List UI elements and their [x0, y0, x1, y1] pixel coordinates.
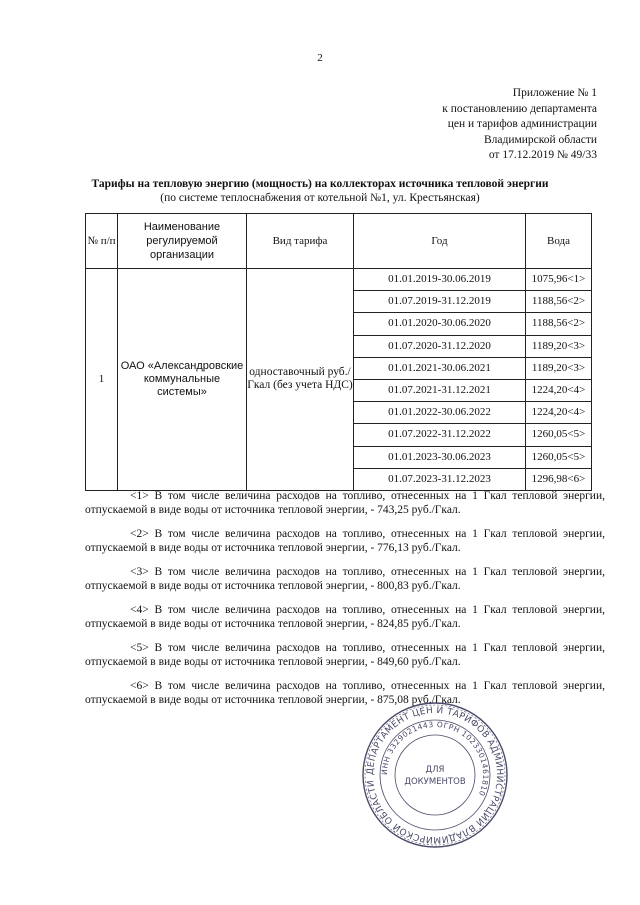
tariffs-table: [85, 213, 592, 491]
footnote: <5> В том числе величина расходов на топливо, отнесенных на 1 Гкал тепловой энергии, отпускаемой в виде воды от источника тепловой энергии, - 849,60 руб./Гкал.: [85, 642, 605, 668]
tariff-type: одноставочный руб./Гкал (без учета НДС): [247, 269, 354, 491]
tariff-value-cell: 1189,20<3>: [526, 357, 592, 379]
footnote: <4> В том числе величина расходов на топливо, отнесенных на 1 Гкал тепловой энергии, отпускаемой в виде воды от источника тепловой энергии, - 824,85 руб./Гкал.: [85, 604, 605, 630]
header-value: Вода: [526, 214, 592, 269]
table-header-row: [86, 214, 592, 269]
footnote: <6> В том числе величина расходов на топливо, отнесенных на 1 Гкал тепловой энергии, отпускаемой в виде воды от источника тепловой энергии, - 875,08 руб./Гкал.: [85, 680, 605, 706]
period-cell: 01.07.2021-31.12.2021: [354, 379, 526, 401]
header-no: № п/п: [86, 214, 118, 269]
period-cell: 01.07.2023-31.12.2023: [354, 468, 526, 490]
tariff-value-cell: 1260,05<5>: [526, 424, 592, 446]
annex-line: Приложение № 1: [512, 87, 597, 99]
stamp-center-line1: ДЛЯ: [425, 765, 445, 775]
annex-line: Владимирской области: [483, 133, 597, 146]
stamp-ring-text: ДЕПАРТАМЕНТ ЦЕН И ТАРИФОВ АДМИНИСТРАЦИИ ВЛАДИМИРСКОЙ ОБЛАСТИ: [365, 705, 505, 845]
footnote: <3> В том числе величина расходов на топливо, отнесенных на 1 Гкал тепловой энергии, отпускаемой в виде воды от источника тепловой энергии, - 800,83 руб./Гкал.: [85, 566, 605, 592]
period-cell: 01.01.2019-30.06.2019: [354, 269, 526, 291]
organization-name: ОАО «Александровские коммунальные системы»: [118, 269, 247, 491]
stamp-inner-text: ИНН 3329021443 ОГРН 1023301461810: [379, 719, 491, 798]
annex-header: [297, 86, 597, 164]
period-cell: 01.07.2019-31.12.2019: [354, 291, 526, 313]
annex-line: от 17.12.2019 № 49/33: [488, 149, 597, 161]
stamp-inner-ring: [395, 735, 475, 815]
document-subtitle: (по системе теплоснабжения от котельной №1, ул. Крестьянская): [160, 192, 480, 204]
tariff-value-cell: 1188,56<2>: [526, 313, 592, 335]
tariff-value-cell: 1224,20<4>: [526, 402, 592, 424]
document-title: Тарифы на тепловую энергию (мощность) на коллекторах источника тепловой энергии: [91, 178, 549, 190]
footnotes: [85, 489, 605, 717]
header-year: Год: [354, 214, 526, 269]
tariff-value-cell: 1189,20<3>: [526, 335, 592, 357]
footnote: <2> В том числе величина расходов на топливо, отнесенных на 1 Гкал тепловой энергии, отпускаемой в виде воды от источника тепловой энергии, - 776,13 руб./Гкал.: [85, 528, 605, 554]
header-tariff-type: Вид тарифа: [247, 214, 354, 269]
stamp-center-line2: ДОКУМЕНТОВ: [404, 777, 466, 787]
header-organization: Наименование регулируемой организации: [118, 214, 247, 269]
tariff-value-cell: 1075,96<1>: [526, 269, 592, 291]
period-cell: 01.01.2023-30.06.2023: [354, 446, 526, 468]
period-cell: 01.07.2022-31.12.2022: [354, 424, 526, 446]
period-cell: 01.01.2022-30.06.2022: [354, 402, 526, 424]
tariff-value-cell: 1188,56<2>: [526, 291, 592, 313]
table-body: [86, 269, 592, 491]
tariff-value-cell: 1224,20<4>: [526, 379, 592, 401]
tariff-value-cell: 1296,98<6>: [526, 468, 592, 490]
annex-line: к постановлению департамента: [442, 102, 597, 115]
period-cell: 01.07.2020-31.12.2020: [354, 335, 526, 357]
row-number: 1: [86, 269, 118, 491]
period-cell: 01.01.2021-30.06.2021: [354, 357, 526, 379]
page-number: 2: [317, 52, 323, 64]
footnote: <1> В том числе величина расходов на топливо, отнесенных на 1 Гкал тепловой энергии, отпускаемой в виде воды от источника тепловой энергии, - 743,25 руб./Гкал.: [85, 490, 605, 516]
table-row: [86, 269, 592, 291]
period-cell: 01.01.2020-30.06.2020: [354, 313, 526, 335]
tariff-value-cell: 1260,05<5>: [526, 446, 592, 468]
official-stamp: [345, 700, 525, 850]
annex-line: цен и тарифов администрации: [447, 118, 597, 130]
